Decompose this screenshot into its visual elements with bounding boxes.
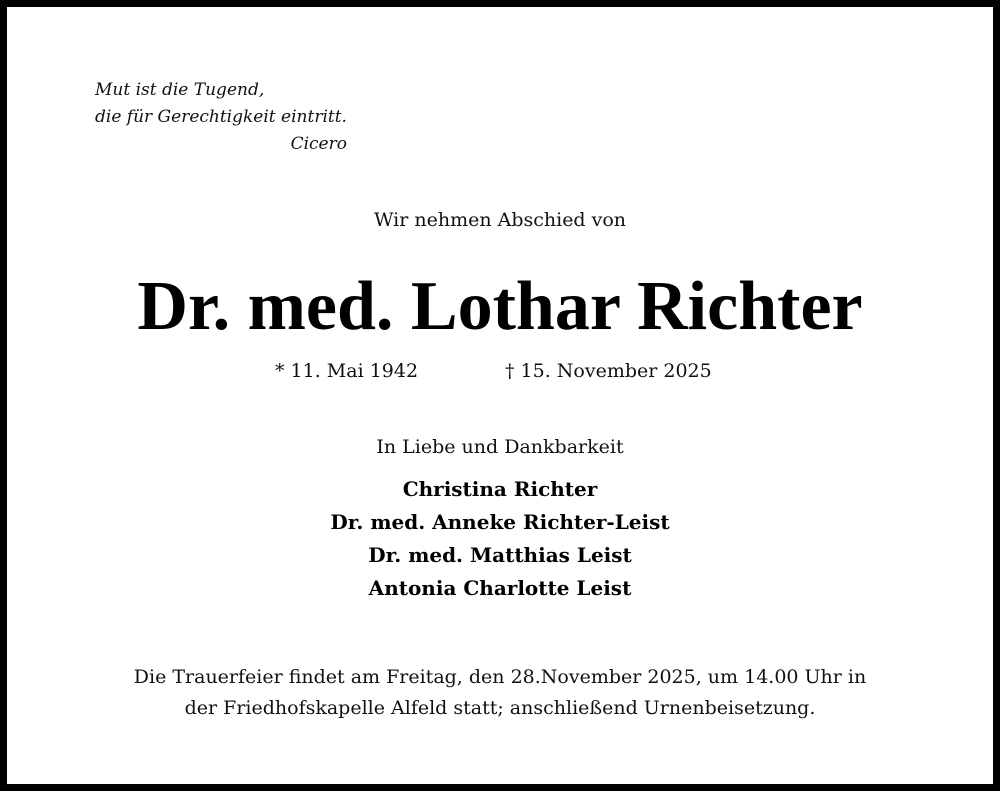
quote-author: Cicero: [290, 134, 347, 154]
mourner-name: Christina Richter: [402, 477, 598, 501]
deceased-name: Dr. med. Lothar Richter: [137, 268, 863, 345]
quote-block: [95, 77, 347, 158]
service-line: Die Trauerfeier findet am Freitag, den 28.November 2025, um 14.00 Uhr in: [133, 666, 867, 688]
birth-date: * 11. Mai 1942: [275, 360, 419, 382]
quote-line: Mut ist die Tugend,: [95, 80, 265, 100]
mourners-list: [7, 473, 993, 605]
death-date: † 15. November 2025: [505, 360, 712, 382]
mourner-name: Dr. med. Matthias Leist: [368, 543, 632, 567]
intro-text: Wir nehmen Abschied von: [373, 209, 627, 231]
mourner-name: Dr. med. Anneke Richter-Leist: [330, 510, 670, 534]
thanks-text: In Liebe und Dankbarkeit: [376, 436, 624, 458]
mourner-name: Antonia Charlotte Leist: [368, 576, 632, 600]
service-info: [7, 662, 993, 724]
service-line: der Friedhofskapelle Alfeld statt; anschließend Urnenbeisetzung.: [184, 697, 816, 719]
quote-line: die für Gerechtigkeit eintritt.: [95, 107, 347, 127]
